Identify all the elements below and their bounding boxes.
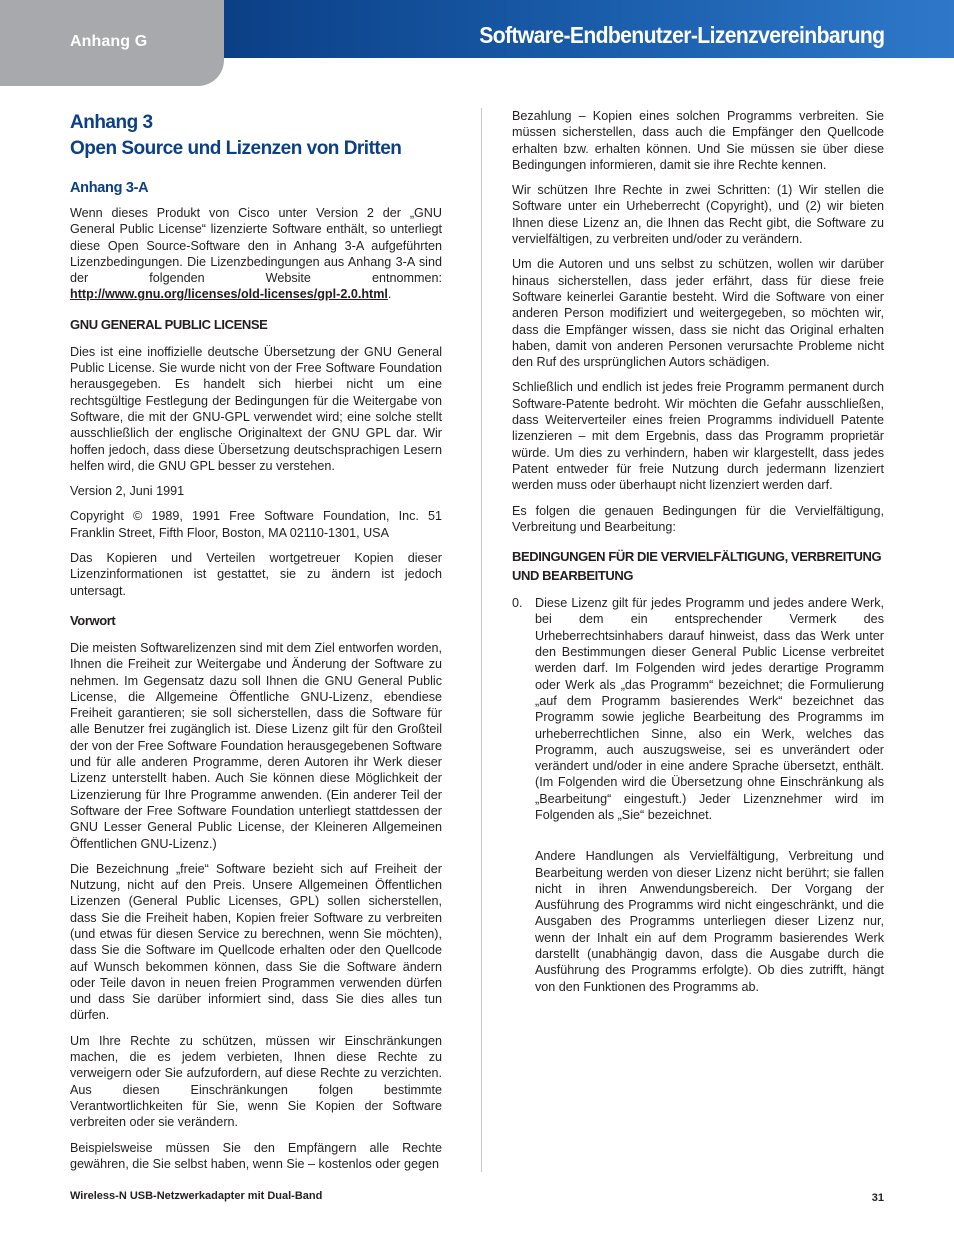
footer-page-number: 31 bbox=[871, 1192, 884, 1204]
right-paragraph-5: Es folgen die genauen Bedingungen für die Vervielfältigung, Verbreitung und Bearbeitung: bbox=[512, 503, 884, 534]
header-bar bbox=[224, 0, 954, 58]
copyright-text: Copyright © 1989, 1991 Free Software Foundation, Inc. 51 Franklin Street, Fifth Floor, Boston, MA 02110-1301, USA bbox=[70, 509, 442, 540]
vorwort-paragraph-3: Um Ihre Rechte zu schützen, müssen wir Einschränkungen machen, die es jedem verbieten, Ihnen diese Rechte zu verweigern oder Sie aufzufordern, auf diese Rechte zu verzichten. Aus diesen Einschränkungen folgen bestimmte Verantwortlichkeiten für Sie, wenn Sie Kopien der Software verbreiten oder sie verändern. bbox=[70, 1033, 442, 1130]
list-item-paragraph-1: Diese Lizenz gilt für jedes Programm und jedes andere Werk, bei dem ein entsprechender Vermerk des Urheberrechtsinhabers darauf hinweist, dass das Werk unter den Bestimmungen dieser General Public License verbreitet werden darf. Im Folgenden wird jedes derartige Programm oder Werk als „das Programm“ bezeichnet; die Formulierung „auf dem Programm basierendes Werk“ bezeichnet das Programm sowie jegliche Bearbeitung des Programms im urheberrechtlichen Sinne, also ein Werk, welches das Programm, auch auszugsweise, sei es unverändert oder verändert und/oder in eine andere Sprache übersetzt, enthält. (Im Folgenden wird die Übersetzung ohne Einschränkung als „Bearbeitung“ eingestuft.) Jeder Lizenznehmer wird im Folgenden als „Sie“ bezeichnet. bbox=[535, 596, 884, 822]
copy-note: Das Kopieren und Verteilen wortgetreuer Kopien dieser Lizenzinformationen ist gestattet, sie zu ändern ist jedoch untersagt. bbox=[70, 551, 442, 598]
gpl-heading: GNU GENERAL PUBLIC LICENSE bbox=[70, 316, 268, 332]
vorwort-heading: Vorwort bbox=[70, 612, 116, 628]
right-paragraph-4: Schließlich und endlich ist jedes freie Programm permanent durch Software-Patente bedroht. Wir möchten die Gefahr ausschließen, dass Weiterverteiler eines freien Programms individuell Patente lizenzieren – mit dem Ergebnis, dass das Programm proprietär würde. Um dies zu verhindern, haben wir klargestellt, dass jedes Patent entweder für freie Nutzung durch jedermann lizenziert werden muss oder überhaupt nicht lizenziert werden darf. bbox=[512, 380, 884, 493]
gpl-link[interactable]: http://www.gnu.org/licenses/old-licenses/gpl-2.0.html bbox=[70, 287, 388, 302]
vorwort-paragraph-4: Beispielsweise müssen Sie den Empfängern alle Rechte gewähren, die Sie selbst haben, wenn Sie – kostenlos oder gegen bbox=[70, 1140, 442, 1171]
list-item-number: 0. bbox=[512, 596, 523, 611]
right-paragraph-3: Um die Autoren und uns selbst zu schützen, wollen wir darüber hinaus sicherstellen, dass jeder erfährt, dass für diese freie Software keinerlei Garantie besteht. Wird die Software von einer anderen Person modifiziert und weitergegeben, so möchten wir, dass die Empfänger wissen, dass sie nicht das Original erhalten haben, damit von anderen Personen verursachte Probleme nicht den Ruf des ursprünglichen Autors schädigen. bbox=[512, 257, 884, 370]
version-text: Version 2, Juni 1991 bbox=[70, 484, 185, 499]
right-paragraph-1: Bezahlung – Kopien eines solchen Programms verbreiten. Sie müssen sicherstellen, dass auch die Empfänger den Quellcode erhalten bzw. erhalten können. Und Sie müssen sie über diese Bedingungen informieren, damit sie ihre Rechte kennen. bbox=[512, 109, 884, 172]
vorwort-paragraph-2: Die Bezeichnung „freie“ Software bezieht sich auf Freiheit der Nutzung, nicht auf den Preis. Unsere Allgemeinen Öffentlichen Lizenzen (General Public Licenses, GPL) sollen sicherstellen, dass Sie die Freiheit haben, Kopien freier Software zu verbreiten (und etwas für diesen Service zu berechnen, wenn Sie möchten), dass Sie die Software im Quellcode erhalten oder den Quellcode auf Wunsch bekommen können, dass Sie die Software ändern oder Teile davon in neuen freien Programmen verwenden dürfen und dass Sie darüber informiert sind, dass Sie dies alles tun dürfen. bbox=[70, 861, 442, 1023]
intro-end: . bbox=[387, 287, 392, 302]
list-item bbox=[512, 595, 884, 1004]
chapter-tab-label: Anhang G bbox=[70, 33, 148, 50]
intro-text: Wenn dieses Produkt von Cisco unter Version 2 der „GNU General Public License“ lizenzierte Software enthält, so unterliegt diese Open Source-Software den in Anhang 3-A aufgeführten Lizenzbedingungen. Die Lizenzbedingungen aus Anhang 3-A sind der folgenden Website entnommen: bbox=[70, 206, 442, 286]
chapter-tab bbox=[0, 0, 224, 86]
right-column bbox=[512, 108, 884, 1004]
conditions-heading: BEDINGUNGEN FÜR DIE VERVIELFÄLTIGUNG, VERBREITUNG UND BEARBEITUNG bbox=[512, 549, 882, 584]
intro-paragraph bbox=[70, 205, 442, 303]
paragraph-spacer bbox=[535, 832, 884, 848]
vorwort-paragraph-1: Die meisten Softwarelizenzen sind mit dem Ziel entworfen worden, Ihnen die Freiheit zur Weitergabe und Änderung der Software zu nehmen. Im Gegensatz dazu soll Ihnen die GNU General Public License, die Allgemeine Öffentliche GNU-Lizenz, ebendiese Freiheit garantieren; sie soll sicherstellen, dass die Software für alle Benutzer frei zugänglich ist. Diese Lizenz gilt für den Großteil der von der Free Software Foundation herausgegebenen Software und für alle anderen Programme, deren Autoren ihr Werk dieser Lizenz unterstellt haben. Auch Sie können diese Möglichkeit der Lizenzierung für Ihre Programme anwenden. (Ein anderer Teil der Software der Free Software Foundation unterliegt stattdessen der GNU Lesser General Public License, der Kleineren Allgemeinen Öffentlichen GNU-Lizenz.) bbox=[70, 640, 442, 851]
left-column bbox=[70, 108, 442, 1181]
column-divider bbox=[481, 108, 482, 1172]
section-heading bbox=[70, 110, 442, 162]
gpl-paragraph: Dies ist eine inoffizielle deutsche Übersetzung der GNU General Public License. Sie wurde nicht von der Free Software Foundation herausgegeben. Es handelt sich hierbei nicht um eine rechtsgültige Festlegung der Bedingungen für die Weitergabe von Software, die mit der GNU-GPL verwendet wird; eine solche stellt ausschließlich der englische Originaltext der GNU GPL dar. Wir hoffen jedoch, dass diese Übersetzung deutschsprachigen Lesern helfen wird, die GNU GPL besser zu verstehen. bbox=[70, 344, 442, 473]
footer-product-name: Wireless-N USB-Netzwerkadapter mit Dual-Band bbox=[70, 1190, 323, 1202]
subsection-heading: Anhang 3-A bbox=[70, 180, 149, 196]
section-heading-line1: Anhang 3 bbox=[70, 112, 153, 133]
section-heading-line2: Open Source und Lizenzen von Dritten bbox=[70, 138, 402, 159]
list-item-paragraph-2: Andere Handlungen als Vervielfältigung, Verbreitung und Bearbeitung werden von dieser Lizenz nicht berührt; sie fallen nicht in ihren Anwendungsbereich. Der Vorgang der Ausführung des Programms wird nicht eingeschränkt, und die Ausgaben des Programms unterliegen dieser Lizenz nur, wenn der Inhalt ein auf dem Programm basierendes Werk darstellt (unabhängig davon, dass die Ausgabe durch die Ausführung des Programms erfolgte). Ob dies zutrifft, hängt von den Funktionen des Programms ab. bbox=[535, 849, 884, 994]
list-item-body bbox=[535, 595, 884, 1004]
right-paragraph-2: Wir schützen Ihre Rechte in zwei Schritten: (1) Wir stellen die Software unter ein Urheberrecht (Copyright), und (2) wir bieten Ihnen diese Lizenz an, die Ihnen das Recht gibt, die Software zu vervielfältigen, zu verbreiten und/oder zu verändern. bbox=[512, 183, 884, 247]
page-title: Software-Endbenutzer-Lizenzvereinbarung bbox=[478, 22, 884, 48]
